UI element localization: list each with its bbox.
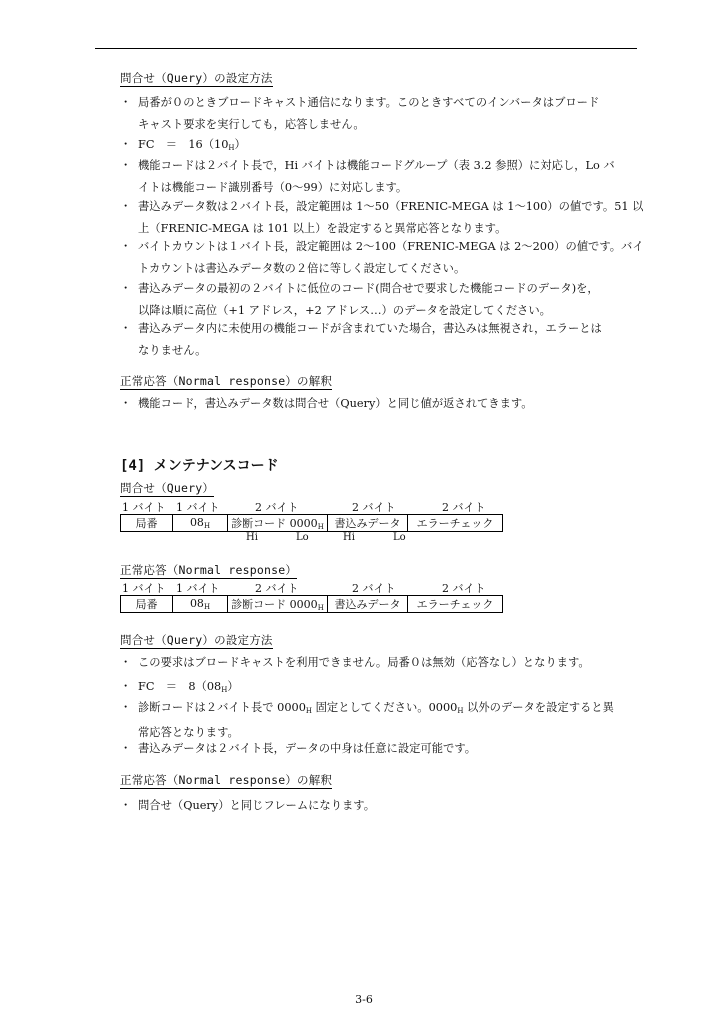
list-item xyxy=(120,278,645,322)
query-frame-label: 問合せ（Query） xyxy=(120,481,215,495)
normal-response-title-2: 正常応答（Normal response）の解釈 xyxy=(120,773,333,787)
response-frame-table xyxy=(120,595,503,613)
query-settings-title: 問合せ（Query）の設定方法 xyxy=(120,71,273,85)
bullet-mark: ・ xyxy=(120,397,132,410)
bullet-line: なりません。 xyxy=(138,344,207,357)
bullet-text xyxy=(138,738,645,760)
bullet-text xyxy=(138,278,645,322)
list-item xyxy=(120,92,645,136)
bullet-line: 診断コードは２バイト長で $0000_H$ 固定としてください。$0000_H$ 以外のデータを設定すると異 xyxy=(138,701,614,715)
frame-cell-data: 書込みデータ xyxy=(328,596,408,613)
hi-label: Hi xyxy=(343,532,355,543)
bullet-mark: ・ xyxy=(120,742,132,755)
bullet-line: 書込みデータは２バイト長，データの中身は任意に設定可能です。 xyxy=(138,742,477,755)
byte-label: 1 バイト xyxy=(122,582,166,595)
bullet-text xyxy=(138,92,645,136)
list-item xyxy=(120,697,645,744)
frame-cell-check: エラーチェック xyxy=(408,515,503,532)
hi-label: Hi xyxy=(246,532,258,543)
bullet-mark: ・ xyxy=(120,322,132,335)
bullet-line: FC ＝ $8(08_H)$ xyxy=(138,680,239,694)
frame-cell-diag: 診断コード $0000_H$ xyxy=(228,515,328,532)
bullet-line: バイトカウントは１バイト長，設定範囲は 2～100（FRENIC-MEGA は 2～200）の値です。バイ xyxy=(138,240,644,253)
bullet-line: 機能コードは２バイト長で，Hi バイトは機能コードグループ（表 3.2 参照）に対応し，Lo バ xyxy=(138,159,615,172)
byte-label: 2 バイト xyxy=(255,582,299,595)
list-item xyxy=(120,795,645,817)
byte-label: 1 バイト xyxy=(122,501,166,514)
bullet-text xyxy=(138,393,645,415)
bullet-mark: ・ xyxy=(120,96,132,109)
list-item xyxy=(120,393,645,415)
bullet-mark: ・ xyxy=(120,138,132,151)
list-item xyxy=(120,155,645,199)
response-frame-label: 正常応答（Normal response） xyxy=(120,563,298,577)
page-number: 3-6 xyxy=(355,993,373,1006)
bullet-line: イトは機能コード識別番号（0～99）に対応します。 xyxy=(138,181,408,194)
frame-cell-data: 書込みデータ xyxy=(328,515,408,532)
bullet-line: トカウントは書込みデータ数の２倍に等しく設定してください。 xyxy=(138,262,466,275)
byte-label: 2 バイト xyxy=(352,582,396,595)
bullet-line: 問合せ（Query）と同じフレームになります。 xyxy=(138,799,375,812)
bullet-line: 書込みデータの最初の２バイトに低位のコード(問合せで要求した機能コードのデータ)を， xyxy=(138,282,599,295)
bullet-mark: ・ xyxy=(120,240,132,253)
lo-label: Lo xyxy=(296,532,309,543)
bullet-line: キャスト要求を実行しても，応答しません。 xyxy=(138,118,365,131)
bullet-mark: ・ xyxy=(120,656,132,669)
byte-label: 1 バイト xyxy=(176,501,220,514)
frame-cell-station: 局番 xyxy=(121,596,173,613)
top-rule xyxy=(95,48,637,49)
bullet-line: 上（FRENIC-MEGA は 101 以上）を設定すると異常応答となります。 xyxy=(138,222,507,235)
frame-cell-fc: $08_H$ xyxy=(173,515,228,532)
bullet-mark: ・ xyxy=(120,680,132,693)
query-settings-title-2: 問合せ（Query）の設定方法 xyxy=(120,633,273,647)
list-item xyxy=(120,196,645,240)
byte-label: 1 バイト xyxy=(176,582,220,595)
list-item xyxy=(120,318,645,362)
list-item xyxy=(120,738,645,760)
bullet-text xyxy=(138,236,645,280)
bullet-text xyxy=(138,697,645,744)
list-item xyxy=(120,236,645,280)
bullet-line: FC ＝ $16(10_H)$ xyxy=(138,138,246,152)
byte-label: 2 バイト xyxy=(255,501,299,514)
lo-label: Lo xyxy=(393,532,406,543)
bullet-text xyxy=(138,795,645,817)
query-frame-table xyxy=(120,514,503,532)
byte-label: 2 バイト xyxy=(352,501,396,514)
bullet-text xyxy=(138,196,645,240)
frame-cell-check: エラーチェック xyxy=(408,596,503,613)
bullet-line: 機能コード，書込みデータ数は問合せ（Query）と同じ値が返されてきます。 xyxy=(138,397,533,410)
list-item xyxy=(120,652,645,674)
bullet-line: 書込みデータ内に未使用の機能コードが含まれていた場合，書込みは無視され，エラーとは xyxy=(138,322,602,335)
byte-label: 2 バイト xyxy=(442,582,486,595)
bullet-mark: ・ xyxy=(120,282,132,295)
frame-cell-diag: 診断コード $0000_H$ xyxy=(228,596,328,613)
bullet-text xyxy=(138,155,645,199)
frame-cell-station: 局番 xyxy=(121,515,173,532)
bullet-mark: ・ xyxy=(120,799,132,812)
bullet-mark: ・ xyxy=(120,701,132,714)
bullet-line: この要求はブロードキャストを利用できません。局番０は無効（応答なし）となります。 xyxy=(138,656,590,669)
bullet-text xyxy=(138,318,645,362)
bullet-line: 常応答となります。 xyxy=(138,726,239,739)
byte-label: 2 バイト xyxy=(442,501,486,514)
bullet-mark: ・ xyxy=(120,159,132,172)
bullet-text xyxy=(138,652,645,674)
bullet-line: 以降は順に高位（+1 アドレス，+2 アドレス…）のデータを設定してください。 xyxy=(138,304,551,317)
normal-response-title: 正常応答（Normal response）の解釈 xyxy=(120,374,333,388)
section-title: [4] メンテナンスコード xyxy=(120,458,279,474)
bullet-line: 局番が０のときブロードキャスト通信になります。このときすべてのインバータはブロード xyxy=(138,96,600,109)
frame-cell-fc: $08_H$ xyxy=(173,596,228,613)
bullet-line: 書込みデータ数は２バイト長，設定範囲は 1～50（FRENIC-MEGA は 1～100）の値です。51 以 xyxy=(138,200,644,213)
bullet-mark: ・ xyxy=(120,200,132,213)
